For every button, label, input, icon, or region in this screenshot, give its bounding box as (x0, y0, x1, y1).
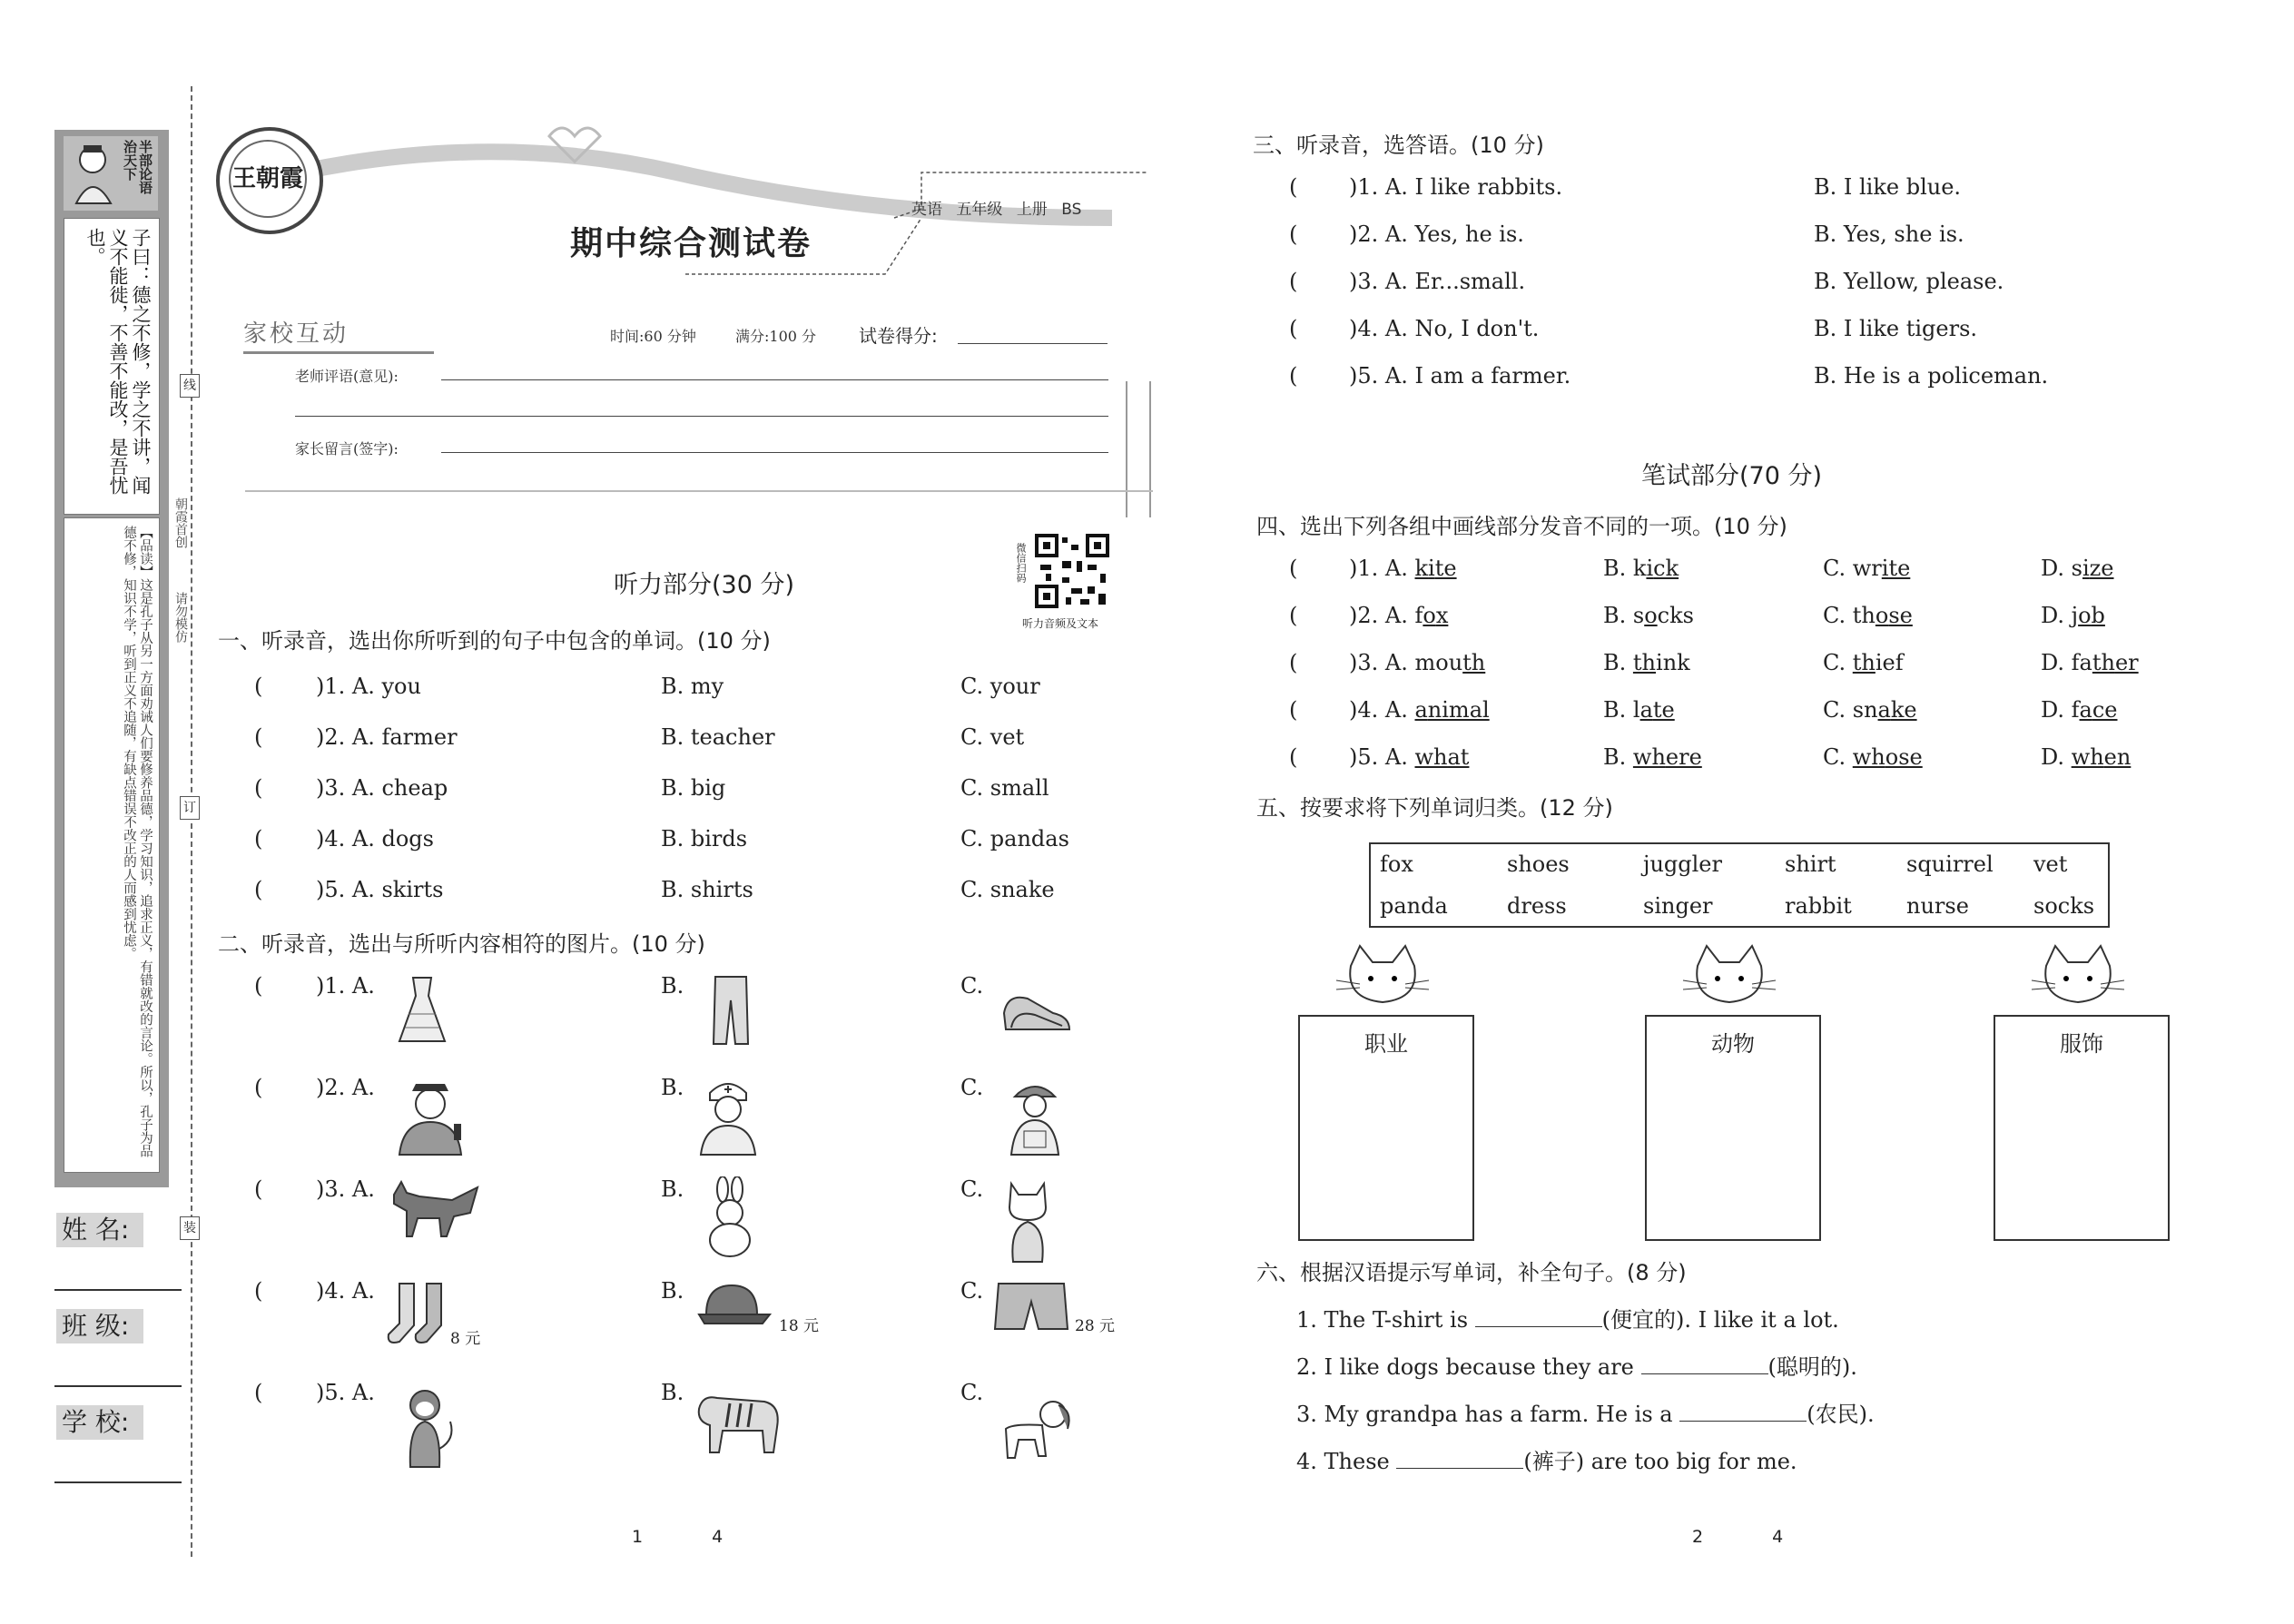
option-b[interactable]: B. birds (661, 826, 748, 851)
option-c[interactable]: C. (960, 1278, 984, 1304)
phonics-option-c[interactable]: C. thief (1823, 650, 1904, 675)
answer-bracket[interactable]: ( (1289, 744, 1298, 770)
s1-title: 一、听录音，选出你所听到的句子中包含的单词。(10 分) (218, 628, 771, 654)
written-heading: 笔试部分(70 分) (1641, 462, 1823, 490)
jiaxiao-label: 家校互动 (243, 315, 434, 354)
quote-box (64, 218, 160, 515)
cut-mark-xian: 线 (180, 374, 200, 398)
word: nurse (1906, 893, 1969, 919)
edge-text-1: 朝霞首创 (173, 497, 188, 548)
page-current-right: 2 (1692, 1527, 1704, 1547)
answer-bracket[interactable]: ( (1289, 221, 1298, 247)
school-field[interactable] (54, 1481, 182, 1483)
cat-icon (1679, 944, 1779, 1017)
dog-icon[interactable] (995, 1393, 1078, 1465)
teacher-comment-label: 老师评语(意见): (295, 368, 399, 385)
option-a[interactable]: )1. A. you (316, 674, 421, 699)
answer-bracket[interactable]: ( (254, 1380, 263, 1405)
option-b[interactable]: B. (661, 1075, 684, 1100)
answer-b[interactable]: B. I like tigers. (1814, 316, 1978, 341)
answer-bracket[interactable]: ( (254, 674, 263, 699)
exam-time: 时间:60 分钟 (610, 328, 696, 345)
answer-bracket[interactable]: ( (254, 877, 263, 902)
worker-icon[interactable] (999, 1075, 1071, 1156)
phonics-option-d[interactable]: D. father (2041, 650, 2139, 675)
category-label: 服饰 (2060, 1031, 2103, 1057)
motto-line-1: 半部论语 (137, 140, 153, 194)
option-b[interactable]: B. shirts (661, 877, 753, 902)
answer-bracket[interactable]: ( (254, 973, 263, 999)
category-label: 职业 (1364, 1031, 1408, 1057)
answer-bracket[interactable]: ( (1289, 556, 1298, 581)
word: socks (2033, 893, 2095, 919)
phonics-option-c[interactable]: C. whose (1823, 744, 1923, 770)
answer-a[interactable]: )2. A. Yes, he is. (1349, 221, 1524, 247)
phonics-option-c[interactable]: C. write (1823, 556, 1911, 581)
list-item: 3. My grandpa has a farm. He is a (农民). (1296, 1402, 1875, 1427)
page-total-left: 4 (712, 1527, 724, 1547)
score-label: 试卷得分: (859, 325, 938, 347)
answer-bracket[interactable]: ( (1289, 363, 1298, 389)
answer-bracket[interactable]: ( (254, 1075, 263, 1100)
option-c[interactable]: C. (960, 1176, 984, 1202)
fox-icon[interactable] (389, 1176, 483, 1240)
price-a: 8 元 (450, 1330, 481, 1348)
answer-bracket[interactable]: ( (1289, 697, 1298, 723)
name-label: 姓 名: (56, 1213, 143, 1247)
answer-bracket[interactable]: ( (254, 775, 263, 801)
confucius-icon (67, 140, 120, 207)
motto-panel (64, 136, 158, 211)
option-b[interactable]: B. (661, 1278, 684, 1304)
answer-a[interactable]: )1. A. I like rabbits. (1349, 174, 1563, 200)
subject-volume: 上册 (1016, 201, 1048, 219)
answer-b[interactable]: B. Yellow, please. (1814, 269, 2004, 294)
option-a[interactable]: )1. A. (316, 973, 375, 999)
monkey-icon[interactable] (392, 1385, 459, 1469)
subject-bar (911, 196, 1081, 219)
cut-mark-ding: 订 (180, 796, 200, 820)
s3-rows (1289, 174, 2197, 447)
option-c[interactable]: C. snake (960, 877, 1055, 902)
word: singer (1643, 893, 1713, 919)
option-b[interactable]: B. (661, 973, 684, 999)
option-a[interactable]: )3. A. (316, 1176, 375, 1202)
price-c: 28 元 (1075, 1317, 1116, 1335)
cat-icon (1333, 944, 1433, 1017)
brand-logo (216, 127, 323, 234)
binding-line (191, 86, 192, 1557)
category-box[interactable] (1298, 1015, 1474, 1241)
answer-bracket[interactable]: ( (254, 724, 263, 750)
subject-english: 英语 (911, 201, 942, 219)
cut-mark-zhuang: 装 (180, 1216, 200, 1240)
option-a[interactable]: )3. A. cheap (316, 775, 448, 801)
answer-a[interactable]: )4. A. No, I don't. (1349, 316, 1540, 341)
list-item (254, 775, 1162, 808)
s4-title: 四、选出下列各组中画线部分发音不同的一项。(10 分) (1256, 514, 1787, 539)
answer-bracket[interactable]: ( (1289, 650, 1298, 675)
page-title: 期中综合测试卷 (570, 224, 812, 262)
qr-code-icon[interactable] (1035, 534, 1109, 608)
answer-bracket[interactable]: ( (1289, 269, 1298, 294)
dress-icon[interactable] (390, 973, 454, 1046)
answer-b[interactable]: B. Yes, she is. (1814, 221, 1964, 247)
category-label: 动物 (1711, 1031, 1755, 1057)
pindu-text: 【品读】这是孔子从另一方面劝诫人们要修养品德，学习知识，追求正义，有错就改的言论。所以，孔子为品德不修，知识不学，听到正义不追随，有缺点错误不改正的人而感到忧虑。 (122, 526, 153, 1157)
category-box[interactable] (1645, 1015, 1821, 1241)
word: fox (1380, 851, 1413, 877)
s4-rows (1289, 556, 2242, 801)
word: rabbit (1785, 893, 1852, 919)
s2-title: 二、听录音，选出与所听内容相符的图片。(10 分) (218, 931, 705, 957)
word: shoes (1507, 851, 1570, 877)
phonics-option-d[interactable]: D. job (2041, 603, 2105, 628)
teacher-comment-field-2[interactable] (295, 416, 1108, 417)
option-b[interactable]: B. big (661, 775, 726, 801)
option-a[interactable]: )5. A. skirts (316, 877, 444, 902)
answer-bracket[interactable]: ( (1289, 603, 1298, 628)
phonics-option-d[interactable]: D. face (2041, 697, 2118, 723)
cat-icon (2028, 944, 2128, 1017)
word: vet (2033, 851, 2068, 877)
page-total-right: 4 (1772, 1527, 1784, 1547)
subject-grade: 五年级 (956, 201, 1003, 219)
pindu-box (64, 517, 160, 1173)
blank-input[interactable] (1641, 1373, 1768, 1374)
word: panda (1380, 893, 1448, 919)
page-current-left: 1 (632, 1527, 644, 1547)
phonics-option-b[interactable]: B. kick (1603, 556, 1679, 581)
page-number-right (1692, 1527, 1783, 1547)
s2-rows (254, 973, 1162, 1500)
s6-rows (1296, 1302, 2204, 1501)
word: dress (1507, 893, 1567, 919)
option-b[interactable]: B. my (661, 674, 724, 699)
list-item: 1. The T-shirt is (便宜的). I like it a lot. (1296, 1307, 1839, 1333)
page-number-left (632, 1527, 723, 1547)
option-c[interactable]: C. (960, 973, 984, 999)
header-frame-bottom (245, 490, 1153, 492)
option-a[interactable]: )2. A. (316, 1075, 375, 1100)
category-box[interactable] (1994, 1015, 2170, 1241)
phonics-option-b[interactable]: B. late (1603, 697, 1675, 723)
teacher-comment-field[interactable] (441, 379, 1108, 380)
phonics-option-d[interactable]: D. size (2041, 556, 2114, 581)
cap-icon[interactable] (690, 1278, 773, 1333)
shorts-icon[interactable] (989, 1278, 1073, 1334)
option-c[interactable]: C. small (960, 775, 1049, 801)
edge-text-2: 请勿模仿 (173, 592, 188, 643)
phonics-option-d[interactable]: D. when (2041, 744, 2132, 770)
name-field[interactable] (54, 1289, 182, 1291)
word: shirt (1785, 851, 1836, 877)
option-c[interactable]: C. your (960, 674, 1040, 699)
answer-bracket[interactable]: ( (1289, 316, 1298, 341)
tiger-icon[interactable] (694, 1385, 784, 1458)
qr-caption: 听力音频及文本 (1022, 617, 1099, 630)
answer-bracket[interactable]: ( (254, 826, 263, 851)
phonics-option-b[interactable]: B. socks (1603, 603, 1694, 628)
option-a[interactable]: )5. A. (316, 1380, 375, 1405)
option-a[interactable]: )2. A. farmer (316, 724, 458, 750)
blank-input[interactable] (1475, 1326, 1602, 1327)
header-frame-right (1126, 381, 1151, 517)
class-field[interactable] (54, 1385, 182, 1387)
option-b[interactable]: B. (661, 1380, 684, 1405)
option-c[interactable]: C. pandas (960, 826, 1069, 851)
list-item (254, 724, 1162, 757)
answer-bracket[interactable]: ( (254, 1176, 263, 1202)
phonics-option-a[interactable]: )2. A. fox (1349, 603, 1449, 628)
full-score: 满分:100 分 (735, 328, 817, 345)
option-a[interactable]: )4. A. dogs (316, 826, 434, 851)
blank-input[interactable] (1396, 1468, 1523, 1469)
s5-title: 五、按要求将下列单词归类。(12 分) (1256, 795, 1613, 821)
blank-input[interactable] (1679, 1421, 1807, 1422)
list-item (254, 674, 1162, 706)
qr-side-caption: 微信扫码 (1015, 543, 1027, 583)
answer-b[interactable]: B. He is a policeman. (1814, 363, 2049, 389)
phonics-option-c[interactable]: C. those (1823, 603, 1913, 628)
phonics-option-a[interactable]: )4. A. animal (1349, 697, 1490, 723)
list-item (254, 877, 1162, 910)
option-a[interactable]: )4. A. (316, 1278, 375, 1304)
nurse-icon[interactable] (690, 1075, 766, 1156)
word: squirrel (1906, 851, 1994, 877)
brand-logo-text: 王朝霞 (229, 140, 307, 218)
shoes-icon[interactable] (999, 973, 1075, 1046)
listening-heading: 听力部分(30 分) (614, 571, 795, 599)
word-bank (1369, 842, 2110, 928)
subject-edition: BS (1061, 201, 1082, 219)
answer-a[interactable]: )5. A. I am a farmer. (1349, 363, 1571, 389)
list-item: 2. I like dogs because they are (聪明的). (1296, 1354, 1857, 1380)
answer-bracket[interactable]: ( (1289, 174, 1298, 200)
s3-title: 三、听录音，选答语。(10 分) (1253, 133, 1544, 158)
cat-icon[interactable] (1000, 1176, 1055, 1264)
phonics-option-c[interactable]: C. snake (1823, 697, 1917, 723)
answer-b[interactable]: B. I like blue. (1814, 174, 1962, 200)
school-label: 学 校: (56, 1405, 143, 1440)
option-b[interactable]: B. (661, 1176, 684, 1202)
class-label: 班 级: (56, 1309, 143, 1343)
phonics-option-b[interactable]: B. think (1603, 650, 1690, 675)
list-item: 4. These (裤子) are too big for me. (1296, 1449, 1797, 1474)
phonics-option-b[interactable]: B. where (1603, 744, 1702, 770)
price-b: 18 元 (779, 1317, 820, 1335)
policeman-icon[interactable] (390, 1075, 472, 1156)
phonics-option-a[interactable]: )3. A. mouth (1349, 650, 1486, 675)
parent-msg-field[interactable] (441, 452, 1108, 453)
parent-msg-label: 家长留言(签字): (295, 440, 399, 458)
answer-bracket[interactable]: ( (254, 1278, 263, 1304)
word: juggler (1643, 851, 1722, 877)
motto-line-2: 治天下 (122, 140, 138, 181)
score-field[interactable] (958, 343, 1108, 344)
confucius-quote: 子曰：德之不修，学之不讲，闻义不能徙，不善不能改，是吾忧也。 (84, 228, 152, 495)
option-b[interactable]: B. teacher (661, 724, 775, 750)
trousers-icon[interactable] (699, 973, 763, 1046)
option-c[interactable]: C. (960, 1380, 984, 1405)
phonics-option-a[interactable]: )1. A. kite (1349, 556, 1457, 581)
phonics-option-a[interactable]: )5. A. what (1349, 744, 1470, 770)
option-c[interactable]: C. (960, 1075, 984, 1100)
option-c[interactable]: C. vet (960, 724, 1025, 750)
rabbit-icon[interactable] (699, 1176, 763, 1258)
s6-title: 六、根据汉语提示写单词，补全句子。(8 分) (1256, 1260, 1687, 1285)
answer-a[interactable]: )3. A. Er...small. (1349, 269, 1526, 294)
list-item (254, 826, 1162, 859)
